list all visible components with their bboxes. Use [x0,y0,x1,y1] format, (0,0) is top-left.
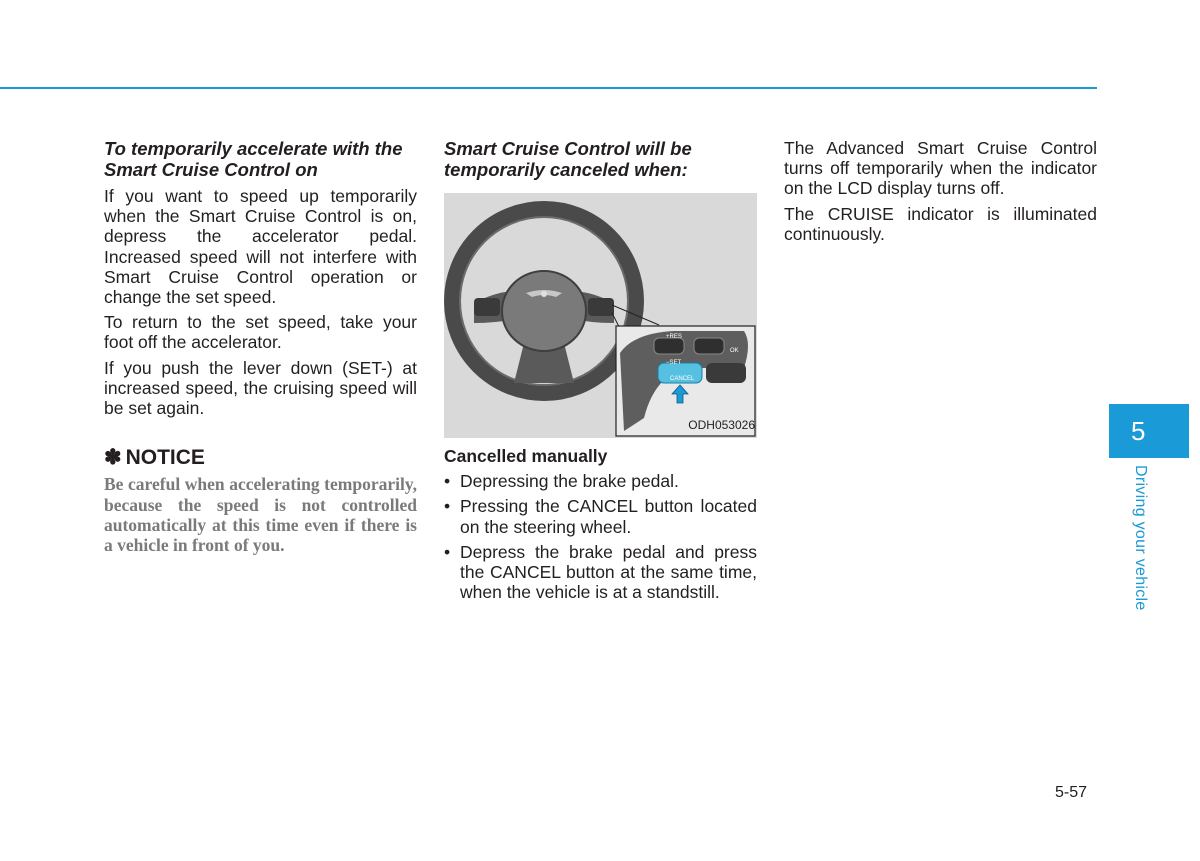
paragraph: The CRUISE indicator is illuminated continuously. [784,203,1097,244]
list-item: • Depressing the brake pedal. [444,471,757,491]
steering-wheel-illustration [444,193,757,438]
chapter-title: Driving your vehicle [1132,465,1149,611]
notice-icon: ✽ [104,446,122,470]
paragraph: If you push the lever down (SET-) at increased speed, the cruising speed will be set again. [104,357,417,419]
list-item: • Pressing the CANCEL button located on the steering wheel. [444,496,757,536]
chapter-tab: 5 [1109,404,1189,458]
set-label: −SET [666,360,682,366]
cancel-button-label: CANCEL [670,376,695,382]
sub-heading-cancelled-manually: Cancelled manually [444,446,608,466]
bullet-list [444,471,757,602]
notice-title [104,446,417,470]
section-heading-canceled: Smart Cruise Control will be temporarily canceled when: [444,138,692,180]
column-right [784,138,1097,249]
notice-text: Be careful when accelerating temporarily, because the speed is not controlled automatically at this time even if there is a vehicle in front of you. [104,474,417,556]
notice-title-text: NOTICE [125,446,205,470]
paragraph: To return to the set speed, take your foot off the accelerator. [104,312,417,353]
ok-label: OK [730,348,739,354]
column-left [104,138,417,555]
column-middle [444,138,757,607]
steering-wheel-figure [444,193,757,438]
section-heading-accelerate: To temporarily accelerate with the Smart Cruise Control on [104,138,403,180]
figure-code: ODH053026 [688,417,755,432]
paragraph: If you want to speed up temporarily when the Smart Cruise Control is on, depress the accelerator pedal. Increased speed will not interfere with Smart Cruise Control operation or change the set speed. [104,186,417,308]
res-label: +RES [666,334,682,340]
page-number: 5-57 [1055,784,1088,801]
top-rule [0,87,1097,89]
list-item: • Depress the brake pedal and press the CANCEL button at the same time, when the vehicle is at a standstill. [444,542,757,603]
paragraph: The Advanced Smart Cruise Control turns off temporarily when the indicator on the LCD display turns off. [784,138,1097,199]
